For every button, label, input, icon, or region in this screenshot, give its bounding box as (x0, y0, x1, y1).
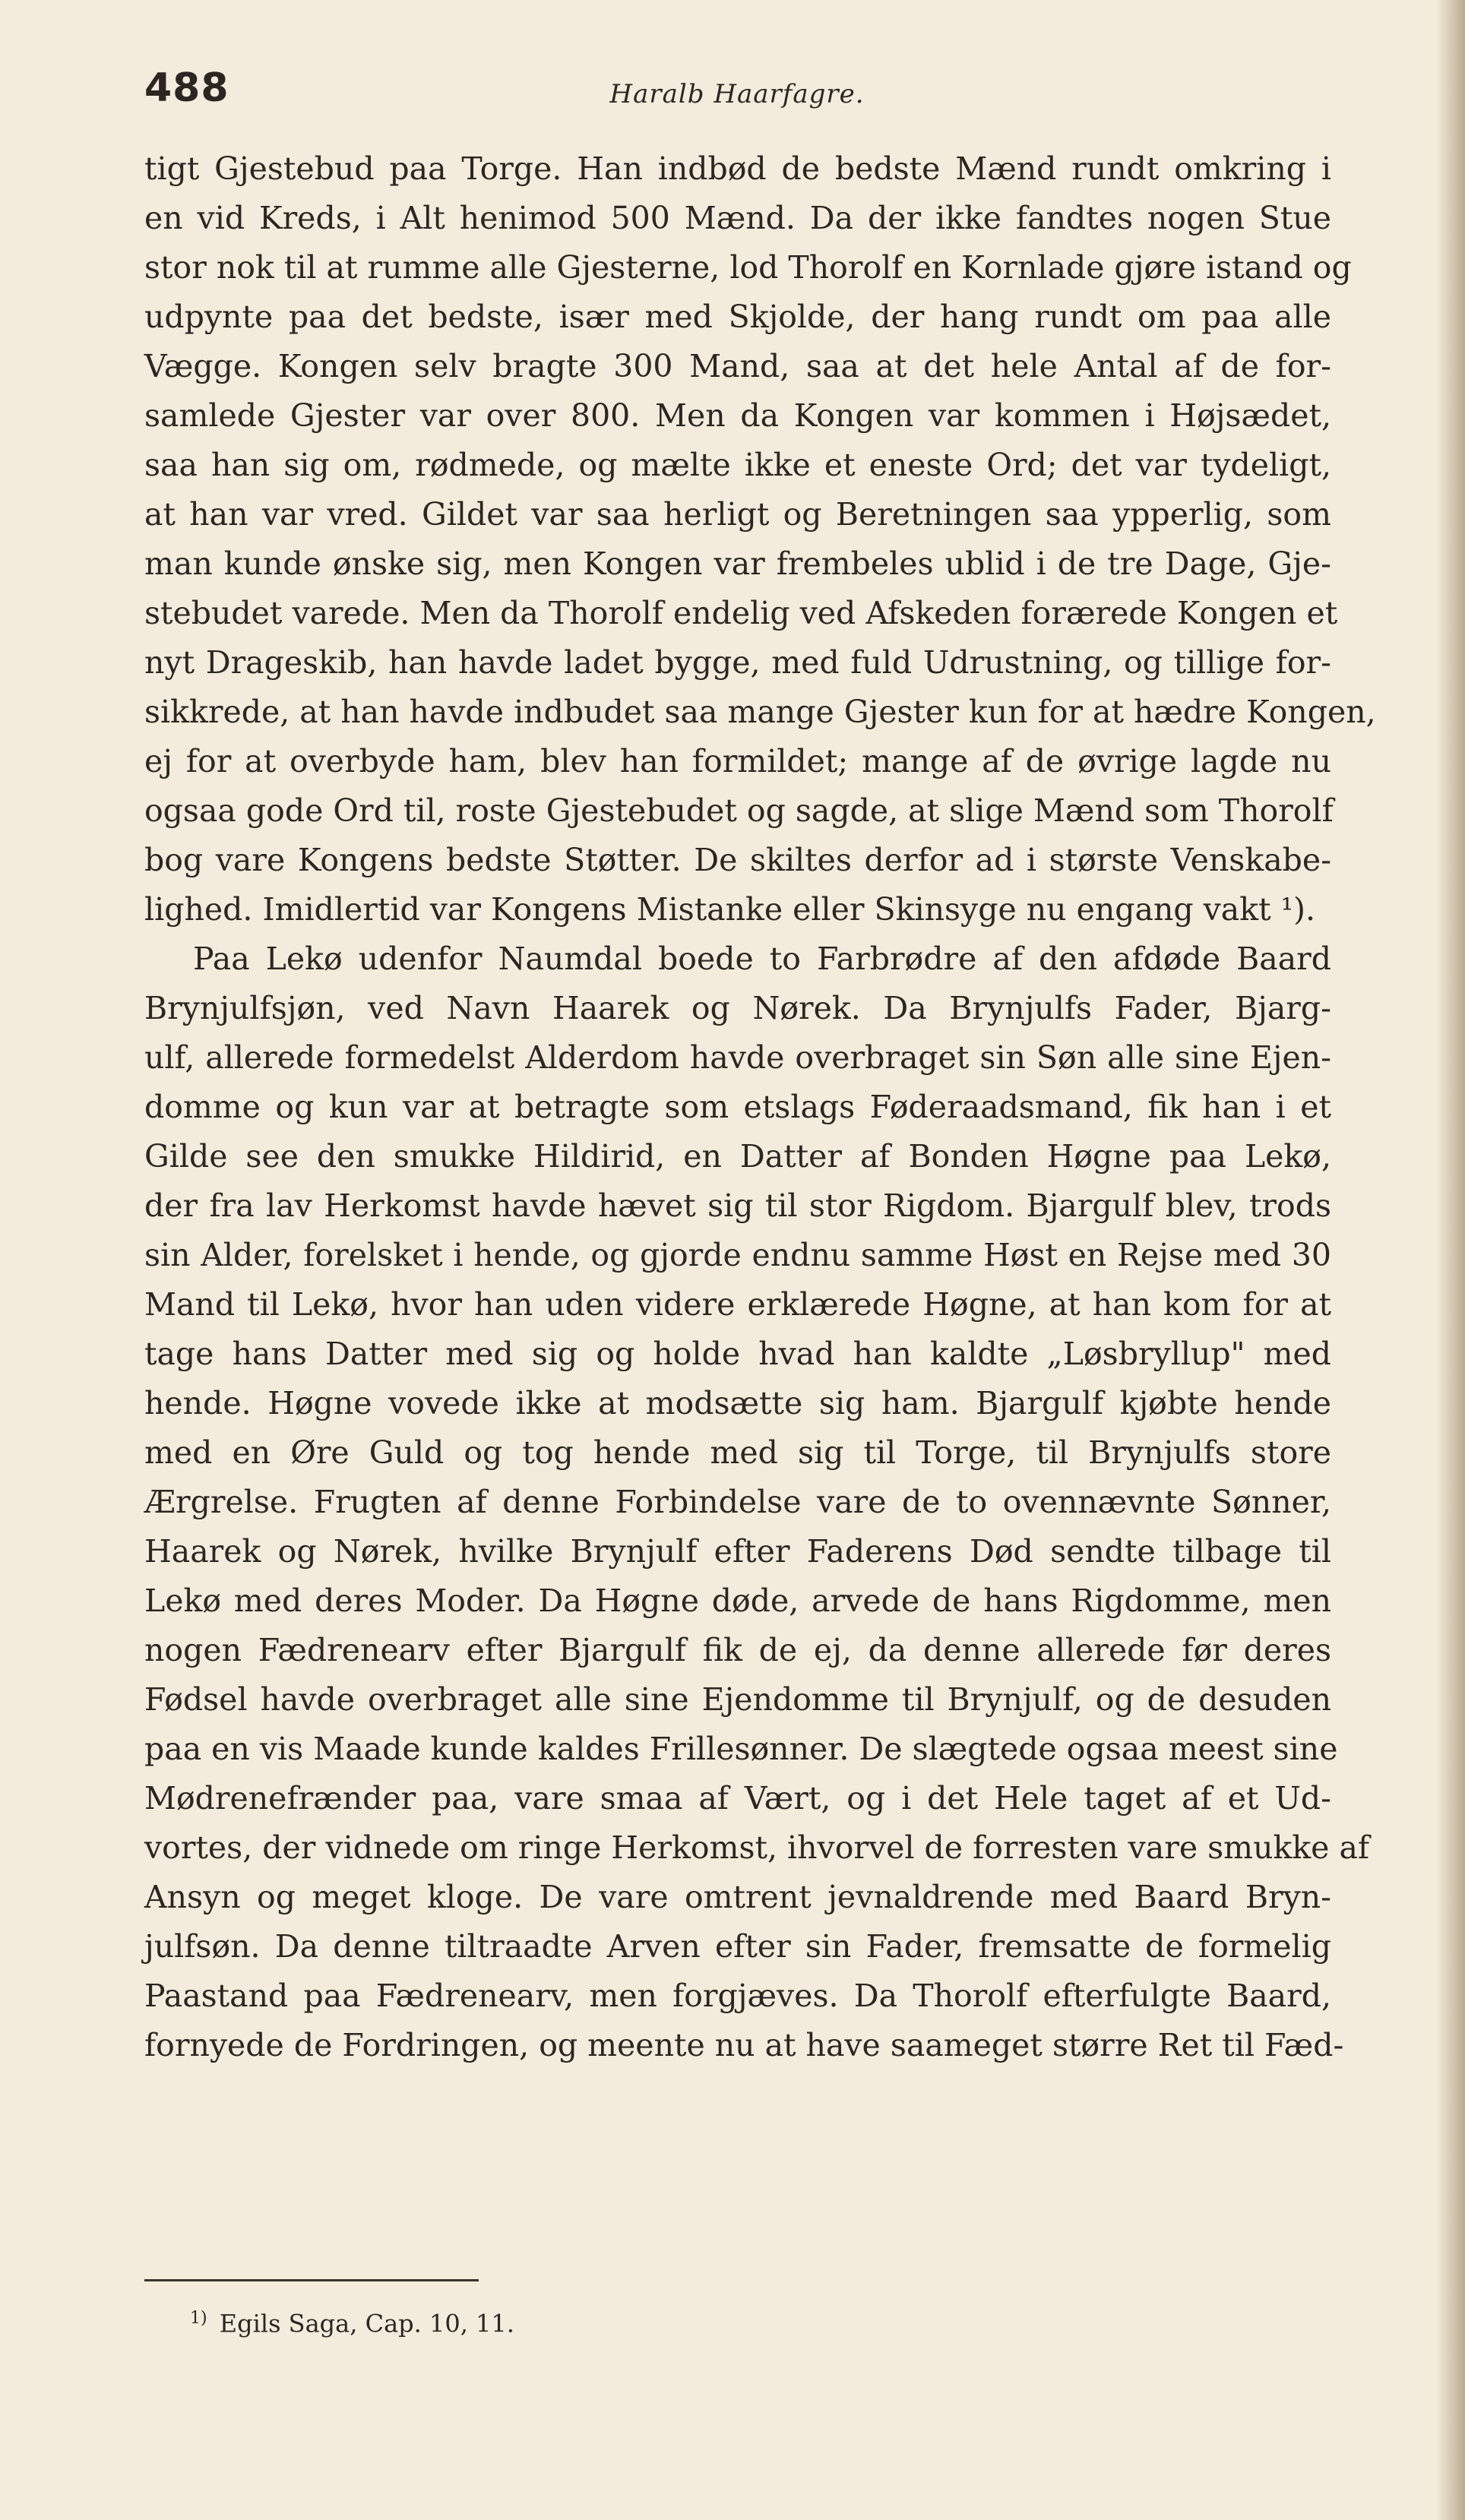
text-line: Brynjulfsjøn, ved Navn Haarek og Nørek. Da Brynjulfs Fader, Bjarg- (144, 990, 1331, 1026)
paragraph-1 (144, 144, 1376, 934)
text-line: nyt Drageskib, han havde ladet bygge, med fuld Udrustning, og tillige for- (144, 644, 1331, 681)
text-line: tigt Gjestebud paa Torge. Han indbød de bedste Mænd rundt omkring i (144, 150, 1331, 187)
text-line: Gilde see den smukke Hildirid, en Datter af Bonden Høgne paa Lekø, (144, 1138, 1331, 1175)
footnote-marker: 1) (190, 2309, 207, 2328)
text-line: man kunde ønske sig, men Kongen var frembeles ublid i de tre Dage, Gje- (144, 545, 1331, 582)
text-line: bog vare Kongens bedste Støtter. De skiltes derfor ad i største Venskabe- (144, 842, 1331, 878)
text-line: at han var vred. Gildet var saa herligt og Beretningen saa ypperlig, som (144, 496, 1331, 533)
text-line: stor nok til at rumme alle Gjesterne, lod Thorolf en Kornlade gjøre istand og (144, 249, 1352, 286)
text-line: Paa Lekø udenfor Naumdal boede to Farbrødre af den afdøde Baard (193, 941, 1331, 977)
text-line: ulf, allerede formedelst Alderdom havde overbraget sin Søn alle sine Ejen- (144, 1039, 1331, 1076)
text-line: samlede Gjester var over 800. Men da Kongen var kommen i Højsædet, (144, 397, 1331, 434)
text-line: Fødsel havde overbraget alle sine Ejendomme til Brynjulf, og de desuden (144, 1681, 1331, 1718)
text-line: en vid Kreds, i Alt henimod 500 Mænd. Da der ikke fandtes nogen Stue (144, 200, 1331, 236)
text-line: sin Alder, forelsket i hende, og gjorde endnu samme Høst en Rejse med 30 (144, 1237, 1331, 1273)
text-line: Vægge. Kongen selv bragte 300 Mand, saa at det hele Antal af de for- (144, 348, 1331, 384)
text-line: Lekø med deres Moder. Da Høgne døde, arvede de hans Rigdomme, men (144, 1583, 1331, 1619)
text-line: Mand til Lekø, hvor han uden videre erklærede Høgne, at han kom for at (144, 1286, 1331, 1323)
page-edge (1438, 0, 1465, 2520)
footnote-rule (144, 2279, 479, 2281)
text-line: med en Øre Guld og tog hende med sig til Torge, til Brynjulfs store (144, 1434, 1331, 1471)
text-line: julfsøn. Da denne tiltraadte Arven efter sin Fader, fremsatte de formelig (144, 1928, 1331, 1965)
text-line: paa en vis Maade kunde kaldes Frillesønner. De slægtede ogsaa meest sine (144, 1731, 1338, 1767)
page-number: 488 (144, 65, 229, 111)
text-line: ogsaa gode Ord til, roste Gjestebudet og sagde, at slige Mænd som Thorolf (144, 792, 1334, 829)
text-line: der fra lav Herkomst havde hævet sig til stor Rigdom. Bjargulf blev, trods (144, 1187, 1331, 1224)
text-line: stebudet varede. Men da Thorolf endelig ved Afskeden forærede Kongen et (144, 595, 1338, 631)
paragraph-2 (144, 934, 1370, 2070)
text-line: Ærgrelse. Frugten af denne Forbindelse vare de to ovennævnte Sønner, (144, 1484, 1331, 1520)
text-line: hende. Høgne vovede ikke at modsætte sig ham. Bjargulf kjøbte hende (144, 1385, 1331, 1421)
text-line: Mødrenefrænder paa, vare smaa af Vært, og i det Hele taget af et Ud- (144, 1780, 1331, 1816)
text-line: Ansyn og meget kloge. De vare omtrent jevnaldrende med Baard Bryn- (144, 1879, 1331, 1915)
body-text (144, 144, 1376, 2070)
footnote (190, 2302, 514, 2341)
text-line: udpynte paa det bedste, især med Skjolde, der hang rundt om paa alle (144, 299, 1331, 335)
text-line: domme og kun var at betragte som etslags Føderaadsmand, fik han i et (144, 1089, 1331, 1125)
text-line: lighed. Imidlertid var Kongens Mistanke eller Skinsyge nu engang vakt ¹). (144, 891, 1316, 928)
text-line: Paastand paa Fædrenearv, men forgjæves. Da Thorolf efterfulgte Baard, (144, 1978, 1331, 2014)
text-line: ej for at overbyde ham, blev han formildet; mange af de øvrige lagde nu (144, 743, 1331, 779)
running-title: Haralb Haarfagre. (609, 79, 865, 109)
text-line: fornyede de Fordringen, og meente nu at have saameget større Ret til Fæd- (144, 2027, 1344, 2063)
text-line: tage hans Datter med sig og holde hvad han kaldte „Løsbryllup" med (144, 1336, 1331, 1372)
text-line: nogen Fædrenearv efter Bjargulf fik de ej, da denne allerede før deres (144, 1632, 1331, 1668)
text-line: Haarek og Nørek, hvilke Brynjulf efter Faderens Død sendte tilbage til (144, 1533, 1331, 1570)
text-line: sikkrede, at han havde indbudet saa mange Gjester kun for at hædre Kongen, (144, 694, 1376, 730)
text-line: vortes, der vidnede om ringe Herkomst, ihvorvel de forresten vare smukke af (144, 1829, 1370, 1866)
footnote-text: Egils Saga, Cap. 10, 11. (219, 2309, 514, 2338)
text-line: saa han sig om, rødmede, og mælte ikke et eneste Ord; det var tydeligt, (144, 447, 1331, 483)
page-header (144, 65, 1330, 126)
